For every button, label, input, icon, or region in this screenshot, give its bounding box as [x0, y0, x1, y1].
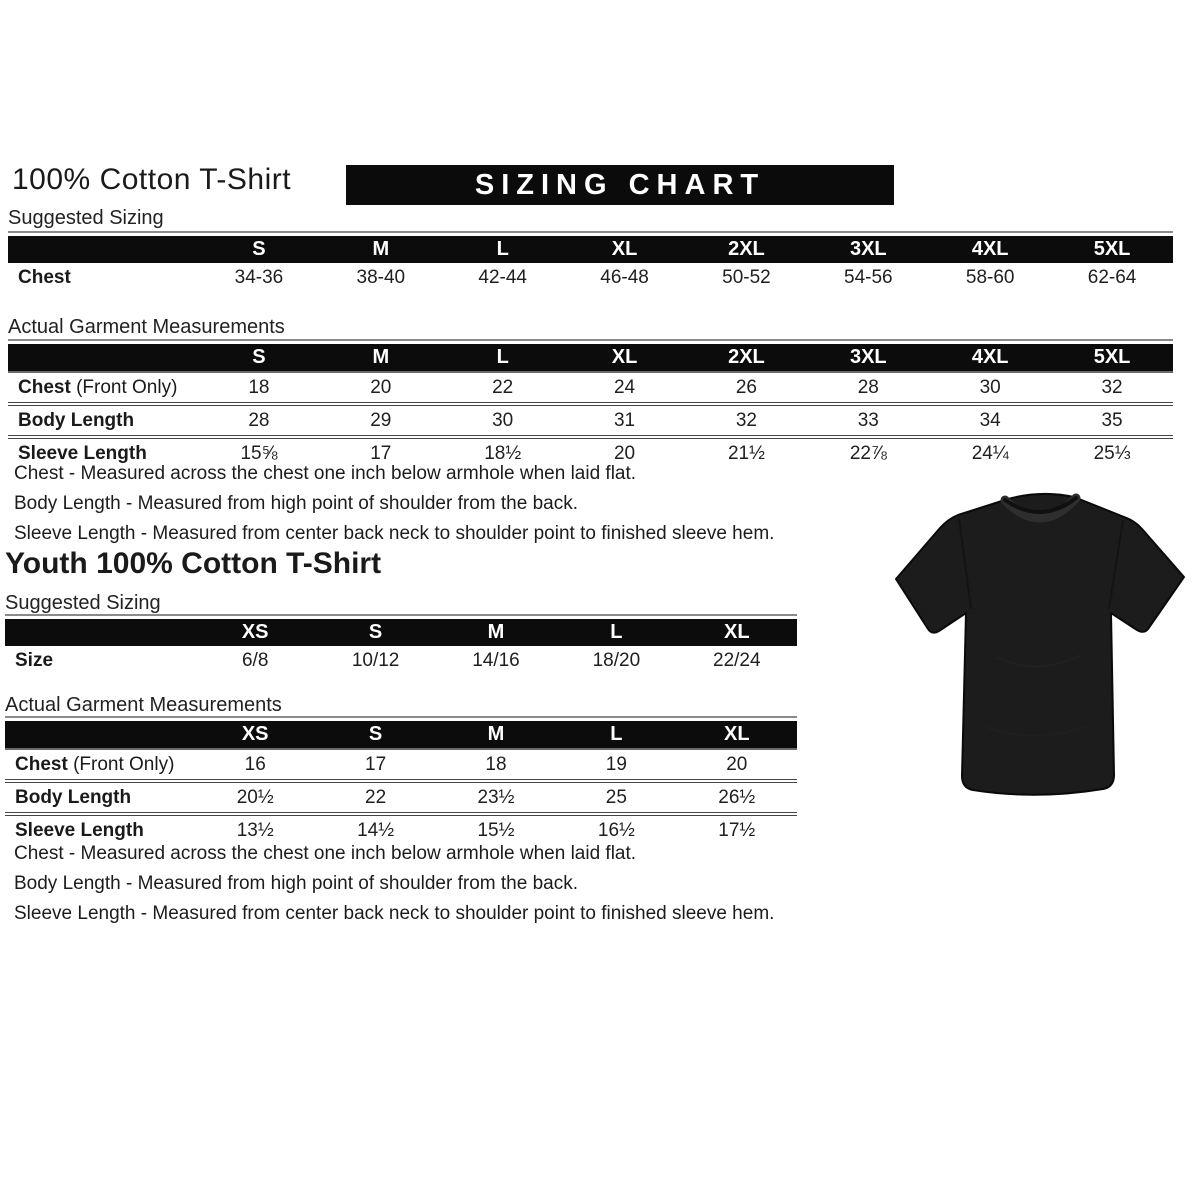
size-column-header: XL — [564, 236, 686, 263]
measurement-cell: 30 — [442, 404, 564, 437]
row-label: Sleeve Length — [5, 814, 195, 845]
sizing-chart-banner-text: SIZING CHART — [474, 168, 766, 201]
measurement-cell: 28 — [198, 404, 320, 437]
size-header-row — [8, 236, 1173, 263]
size-column-header: S — [315, 721, 435, 749]
size-column-header: M — [436, 619, 556, 646]
measurement-cell: 18/20 — [592, 649, 641, 671]
measurement-cell: 22 — [315, 781, 435, 814]
size-column-header: 2XL — [686, 236, 808, 263]
measurement-cell: 18½ — [442, 437, 564, 468]
tshirt-graphic-icon — [886, 477, 1196, 822]
size-column-header: XS — [195, 619, 315, 646]
measurement-cell: 28 — [857, 376, 879, 398]
measurement-cell: 10/12 — [351, 649, 400, 671]
measurement-cell: 30 — [979, 376, 1001, 398]
measurement-cell: 58-60 — [965, 266, 1015, 288]
size-column-header: S — [198, 236, 320, 263]
header-spacer-cell — [5, 721, 195, 749]
measurement-cell: 32 — [1101, 376, 1123, 398]
size-column-header: 5XL — [1051, 344, 1173, 372]
size-column-header: L — [556, 619, 676, 646]
header-spacer-cell — [5, 619, 195, 646]
row-label: Sleeve Length — [8, 437, 198, 468]
table-rule — [5, 614, 797, 616]
measurement-cell: 26½ — [677, 781, 797, 814]
measurement-cell: 14½ — [315, 814, 435, 845]
measurement-cell: 6/8 — [241, 649, 269, 671]
size-column-header: M — [436, 721, 556, 749]
measurement-cell: 26 — [735, 376, 757, 398]
row-label: Chest (Front Only) — [15, 753, 175, 775]
youth-section-title: Youth 100% Cotton T-Shirt — [5, 547, 382, 580]
measurement-cell: 46-48 — [600, 266, 649, 288]
adult-suggested-sizing-label: Suggested Sizing — [8, 207, 164, 229]
adult-suggested-sizing-table — [8, 231, 1173, 292]
size-column-header: XL — [677, 721, 797, 749]
size-column-header: S — [315, 619, 435, 646]
size-column-header: XL — [564, 344, 686, 372]
size-header-row — [5, 619, 797, 646]
measurement-cell: 14/16 — [472, 649, 520, 671]
measurement-cell: 22 — [492, 376, 514, 398]
measurement-cell: 16 — [244, 753, 266, 775]
measurement-cell: 19 — [605, 753, 627, 775]
page-title: 100% Cotton T-Shirt — [12, 163, 292, 196]
measurement-cell: 15½ — [436, 814, 556, 845]
measurement-cell: 17 — [365, 753, 387, 775]
measurement-cell: 29 — [320, 404, 442, 437]
header-spacer-cell — [8, 344, 198, 372]
measurement-cell: 18 — [248, 376, 270, 398]
row-label: Body Length — [5, 781, 195, 814]
measurement-cell: 35 — [1051, 404, 1173, 437]
measurement-row — [5, 749, 797, 781]
youth-suggested-sizing-label: Suggested Sizing — [5, 592, 161, 614]
measurement-cell: 24 — [613, 376, 636, 398]
size-column-header: 4XL — [929, 344, 1051, 372]
size-column-header: 3XL — [807, 236, 929, 263]
measurement-cell: 54-56 — [844, 266, 893, 288]
tshirt-image — [886, 477, 1196, 822]
adult-actual-measurements-label: Actual Garment Measurements — [8, 316, 285, 338]
size-column-header: L — [556, 721, 676, 749]
size-column-header: 2XL — [686, 344, 808, 372]
size-column-header: M — [320, 236, 442, 263]
measurement-row — [8, 263, 1173, 292]
table-rule — [5, 716, 797, 718]
measurement-cell: 25 — [556, 781, 676, 814]
measurement-cell: 50-52 — [722, 266, 771, 288]
measurement-cell: 42-44 — [478, 266, 527, 288]
measurement-cell: 31 — [564, 404, 686, 437]
size-column-header: 4XL — [929, 236, 1051, 263]
measurement-cell: 15⅝ — [198, 437, 320, 468]
notes-line: Body Length - Measured from high point of shoulder from the back. — [14, 873, 578, 894]
size-header-row — [8, 344, 1173, 372]
measurement-cell: 20 — [564, 437, 686, 468]
size-column-header: XL — [677, 619, 797, 646]
youth-actual-measurements-label: Actual Garment Measurements — [5, 694, 282, 716]
measurement-cell: 13½ — [195, 814, 315, 845]
row-label: Size — [15, 649, 54, 671]
table-rule — [8, 231, 1173, 233]
size-column-header: L — [442, 236, 564, 263]
measurement-cell: 23½ — [436, 781, 556, 814]
size-column-header: L — [442, 344, 564, 372]
youth-measurement-notes — [14, 839, 774, 929]
size-column-header: XS — [195, 721, 315, 749]
measurement-cell: 21½ — [686, 437, 808, 468]
measurement-cell: 20 — [726, 753, 748, 775]
measurement-row — [5, 646, 797, 675]
table-rule — [8, 339, 1173, 341]
size-header-row — [5, 721, 797, 749]
row-label: Chest (Front Only) — [18, 376, 178, 398]
measurement-cell: 25⅓ — [1051, 437, 1173, 468]
adult-measurement-notes — [14, 459, 774, 549]
measurement-cell: 18 — [485, 753, 507, 775]
youth-suggested-sizing-table — [5, 614, 797, 675]
notes-line: Body Length - Measured from high point of shoulder from the back. — [14, 493, 578, 514]
notes-line: Sleeve Length - Measured from center back neck to shoulder point to finished sleeve hem. — [14, 903, 775, 924]
size-column-header: 5XL — [1051, 236, 1173, 263]
measurement-cell: 17 — [320, 437, 442, 468]
notes-line: Chest - Measured across the chest one inch below armhole when laid flat. — [14, 463, 637, 484]
measurement-cell: 22/24 — [713, 649, 761, 671]
measurement-cell: 17½ — [677, 814, 797, 845]
measurement-cell: 38-40 — [356, 266, 406, 288]
measurement-cell: 33 — [807, 404, 929, 437]
measurement-cell: 32 — [686, 404, 808, 437]
measurement-row — [8, 404, 1173, 437]
measurement-cell: 34 — [929, 404, 1051, 437]
header-spacer-cell — [8, 236, 198, 263]
measurement-cell: 34-36 — [234, 266, 284, 288]
measurement-row — [8, 372, 1173, 404]
youth-actual-measurements-table — [5, 716, 797, 845]
measurement-cell: 22⅞ — [807, 437, 929, 468]
sizing-chart-banner — [346, 165, 894, 205]
row-label: Chest — [18, 266, 71, 288]
measurement-cell: 16½ — [556, 814, 676, 845]
measurement-row — [5, 781, 797, 814]
notes-line: Sleeve Length - Measured from center back neck to shoulder point to finished sleeve hem. — [14, 523, 775, 544]
size-column-header: S — [198, 344, 320, 372]
measurement-cell: 24¼ — [929, 437, 1051, 468]
adult-actual-measurements-table — [8, 339, 1173, 468]
notes-line: Chest - Measured across the chest one inch below armhole when laid flat. — [14, 843, 637, 864]
size-column-header: 3XL — [807, 344, 929, 372]
row-label: Body Length — [8, 404, 198, 437]
measurement-cell: 20 — [370, 376, 392, 398]
measurement-cell: 20½ — [195, 781, 315, 814]
size-column-header: M — [320, 344, 442, 372]
measurement-cell: 62-64 — [1087, 266, 1137, 288]
